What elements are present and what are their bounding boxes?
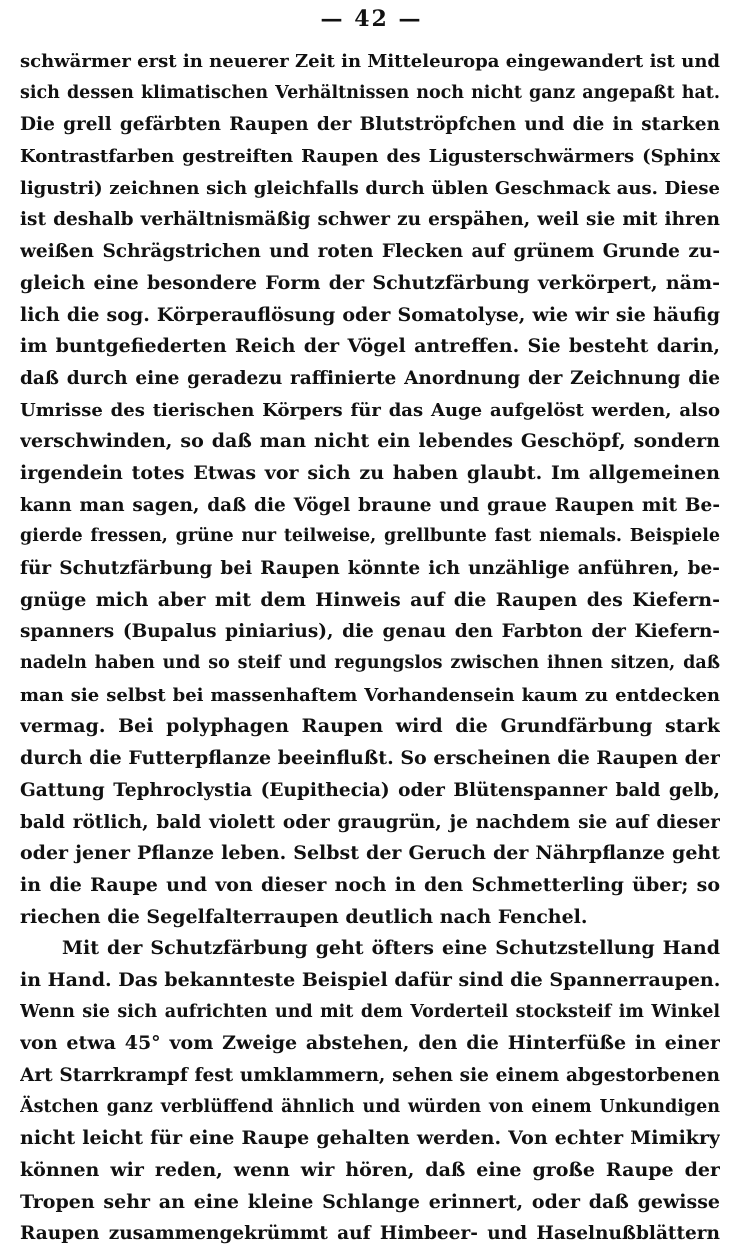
text-line: nadeln haben und so steif und regungslos zwischen ihnen sitzen, daß: [20, 653, 720, 674]
text-body: [20, 46, 720, 1250]
text-line: können wir reden, wenn wir hören, daß eine große Raupe der: [20, 1159, 720, 1182]
text-line: ligustri) zeichnen sich gleichfalls durch üblen Geschmack aus. Diese: [20, 177, 720, 199]
text-line: in die Raupe und von dieser noch in den Schmetterling über; so: [20, 873, 720, 896]
text-line: sich dessen klimatischen Verhältnissen noch nicht ganz angepaßt hat.: [20, 82, 720, 103]
text-line: kann man sagen, daß die Vögel braune und graue Raupen mit Be-: [20, 494, 720, 516]
text-line: daß durch eine geradezu raffinierte Anordnung der Zeichnung die: [20, 367, 720, 389]
text-line: Art Starrkrampf fest umklammern, sehen sie einem abgestorbenen: [20, 1065, 720, 1086]
text-line: im buntgefiederten Reich der Vögel antreffen. Sie besteht darin,: [20, 335, 720, 358]
text-line: oder jener Pflanze leben. Selbst der Geruch der Nährpflanze geht: [20, 842, 720, 865]
text-line: gnüge mich aber mit dem Hinweis auf die Raupen des Kiefern-: [20, 588, 720, 611]
text-line: bald rötlich, bald violett oder graugrün, je nachdem sie auf dieser: [20, 811, 720, 833]
text-line: für Schutzfärbung bei Raupen könnte ich unzählige anführen, be-: [20, 558, 720, 579]
text-line: man sie selbst bei massenhaftem Vorhandensein kaum zu entdecken: [20, 684, 720, 706]
text-line: gleich eine besondere Form der Schutzfärbung verkörpert, näm-: [20, 271, 720, 294]
paragraph-end-line: riechen die Segelfalterraupen deutlich nach Fenchel.: [20, 905, 588, 928]
text-line: Die grell gefärbten Raupen der Blutströpfchen und die in starken: [20, 114, 720, 136]
text-line: in Hand. Das bekannteste Beispiel dafür sind die Spannerraupen.: [20, 968, 720, 991]
text-line: ist deshalb verhältnismäßig schwer zu erspähen, weil sie mit ihren: [20, 209, 720, 231]
text-line: weißen Schrägstrichen und roten Flecken auf grünem Grunde zu-: [20, 241, 720, 263]
text-line: Umrisse des tierischen Körpers für das Auge aufgelöst werden, also: [20, 399, 720, 421]
text-line: Tropen sehr an eine kleine Schlange erinnert, oder daß gewisse: [20, 1190, 720, 1213]
text-line: Gattung Tephroclystia (Eupithecia) oder Blütenspanner bald gelb,: [20, 779, 720, 801]
text-line: Wenn sie sich aufrichten und mit dem Vorderteil stocksteif im Winkel: [20, 1001, 720, 1022]
text-line: verschwinden, so daß man nicht ein lebendes Geschöpf, sondern: [20, 430, 720, 453]
page-number: — 42 —: [320, 6, 423, 32]
text-line: irgendein totes Etwas vor sich zu haben glaubt. Im allgemeinen: [20, 461, 720, 484]
paragraph-start-line: Mit der Schutzfärbung geht öfters eine Schutzstellung Hand: [62, 937, 720, 960]
text-line: gierde fressen, grüne nur teilweise, grellbunte fast niemals. Beispiele: [20, 526, 720, 547]
text-line: durch die Futterpflanze beeinflußt. So erscheinen die Raupen der: [20, 747, 720, 770]
text-line: Kontrastfarben gestreiften Raupen des Ligusterschwärmers (Sphinx: [20, 146, 720, 168]
text-line: von etwa 45° vom Zweige abstehen, den die Hinterfüße in einer: [20, 1032, 720, 1055]
text-line: vermag. Bei polyphagen Raupen wird die Grundfärbung stark: [20, 715, 720, 738]
text-line: nicht leicht für eine Raupe gehalten werden. Von echter Mimikry: [20, 1127, 720, 1150]
text-line: lich die sog. Körperauflösung oder Somatolyse, wie wir sie häufig: [20, 303, 720, 326]
text-line: schwärmer erst in neuerer Zeit in Mitteleuropa eingewandert ist und: [20, 51, 720, 72]
text-line: Ästchen ganz verblüffend ähnlich und würden von einem Unkundigen: [20, 1096, 720, 1117]
text-line: spanners (Bupalus piniarius), die genau den Farbton der Kiefern-: [20, 621, 720, 643]
text-line: Raupen zusammengekrümmt auf Himbeer- und Haselnußblättern: [20, 1223, 720, 1245]
